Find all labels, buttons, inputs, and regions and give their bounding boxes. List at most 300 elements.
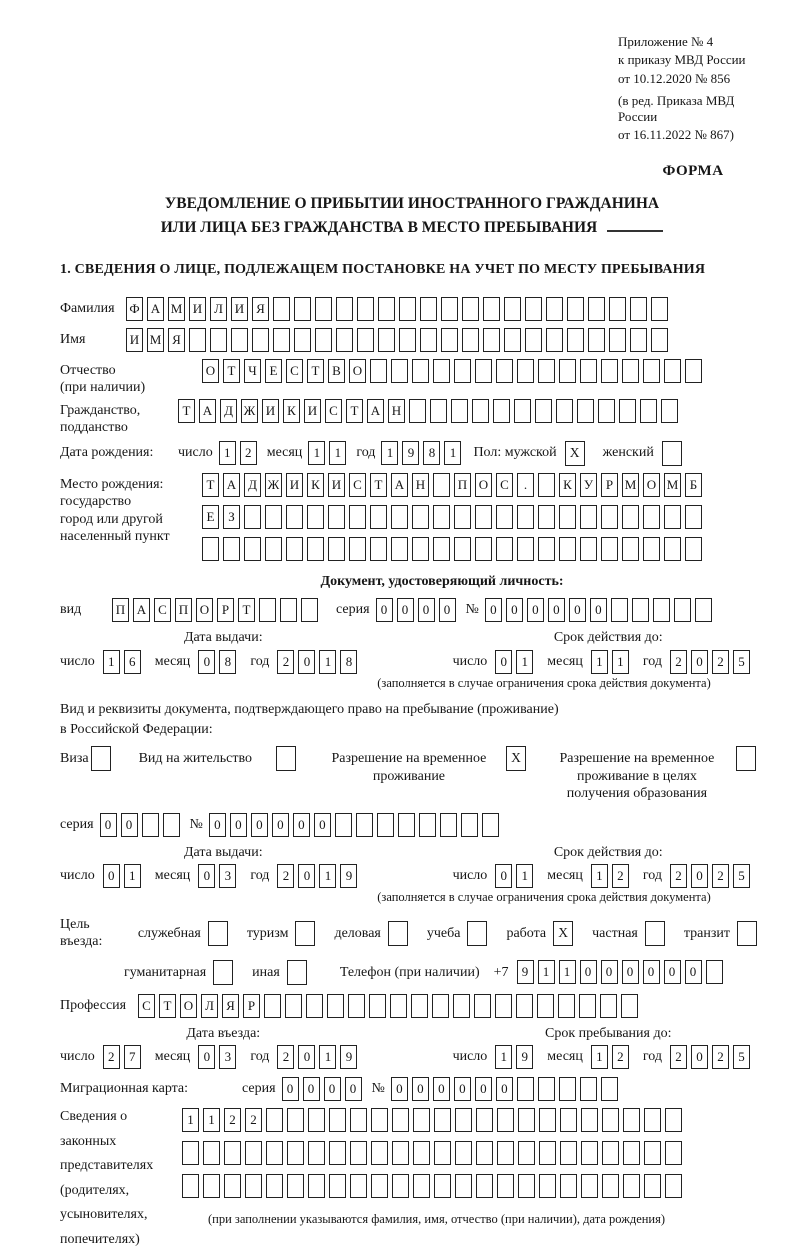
residence-permit-checkbox[interactable]: [276, 746, 296, 771]
form-cell[interactable]: [538, 537, 555, 561]
form-cell[interactable]: К: [307, 473, 324, 497]
form-cell[interactable]: [653, 598, 670, 622]
form-cell[interactable]: 1: [319, 864, 336, 888]
form-cell[interactable]: [643, 537, 660, 561]
form-cell[interactable]: [623, 1141, 640, 1165]
form-cell[interactable]: 0: [622, 960, 639, 984]
form-cell[interactable]: 6: [124, 650, 141, 674]
form-cell[interactable]: 0: [691, 1045, 708, 1069]
form-cell[interactable]: А: [223, 473, 240, 497]
form-cell[interactable]: [432, 994, 449, 1018]
form-cell[interactable]: [273, 328, 290, 352]
purpose-other-checkbox[interactable]: [287, 960, 307, 985]
form-cell[interactable]: [651, 297, 668, 321]
form-cell[interactable]: И: [126, 328, 143, 352]
form-cell[interactable]: [476, 1108, 493, 1132]
form-cell[interactable]: [266, 1174, 283, 1198]
form-cell[interactable]: [609, 297, 626, 321]
form-cell[interactable]: Т: [370, 473, 387, 497]
form-cell[interactable]: [496, 505, 513, 529]
form-cell[interactable]: [623, 1108, 640, 1132]
form-cell[interactable]: 0: [685, 960, 702, 984]
form-cell[interactable]: [411, 994, 428, 1018]
form-cell[interactable]: П: [454, 473, 471, 497]
form-cell[interactable]: [420, 328, 437, 352]
form-cell[interactable]: Е: [202, 505, 219, 529]
purpose-tourism-checkbox[interactable]: [295, 921, 315, 946]
form-cell[interactable]: [392, 1174, 409, 1198]
form-cell[interactable]: [560, 1108, 577, 1132]
form-cell[interactable]: [706, 960, 723, 984]
form-cell[interactable]: 2: [670, 650, 687, 674]
form-cell[interactable]: [518, 1141, 535, 1165]
form-cell[interactable]: [399, 328, 416, 352]
form-cell[interactable]: [451, 399, 468, 423]
form-cell[interactable]: [558, 994, 575, 1018]
form-cell[interactable]: [378, 328, 395, 352]
form-cell[interactable]: [328, 505, 345, 529]
form-cell[interactable]: [266, 1108, 283, 1132]
form-cell[interactable]: [391, 505, 408, 529]
form-cell[interactable]: [307, 505, 324, 529]
form-cell[interactable]: Т: [159, 994, 176, 1018]
form-cell[interactable]: А: [367, 399, 384, 423]
form-cell[interactable]: 7: [124, 1045, 141, 1069]
form-cell[interactable]: [504, 328, 521, 352]
temp-residence-education-checkbox[interactable]: [736, 746, 756, 771]
form-cell[interactable]: [517, 537, 534, 561]
form-cell[interactable]: [440, 813, 457, 837]
form-cell[interactable]: [413, 1108, 430, 1132]
purpose-business-checkbox[interactable]: [388, 921, 408, 946]
form-cell[interactable]: [462, 297, 479, 321]
form-cell[interactable]: Т: [223, 359, 240, 383]
form-cell[interactable]: [356, 813, 373, 837]
form-cell[interactable]: [329, 1108, 346, 1132]
gender-male-checkbox[interactable]: X: [565, 441, 585, 466]
form-cell[interactable]: [203, 1141, 220, 1165]
form-cell[interactable]: [273, 297, 290, 321]
form-cell[interactable]: [474, 994, 491, 1018]
form-cell[interactable]: [259, 598, 276, 622]
form-cell[interactable]: 1: [182, 1108, 199, 1132]
form-cell[interactable]: [622, 505, 639, 529]
form-cell[interactable]: [644, 1108, 661, 1132]
form-cell[interactable]: О: [196, 598, 213, 622]
form-cell[interactable]: Я: [222, 994, 239, 1018]
form-cell[interactable]: 1: [203, 1108, 220, 1132]
form-cell[interactable]: [695, 598, 712, 622]
form-cell[interactable]: [539, 1141, 556, 1165]
form-cell[interactable]: 0: [314, 813, 331, 837]
form-cell[interactable]: [602, 1141, 619, 1165]
form-cell[interactable]: [371, 1141, 388, 1165]
form-cell[interactable]: 1: [516, 650, 533, 674]
form-cell[interactable]: [244, 537, 261, 561]
form-cell[interactable]: [252, 328, 269, 352]
form-cell[interactable]: [600, 994, 617, 1018]
form-cell[interactable]: [622, 537, 639, 561]
form-cell[interactable]: [399, 297, 416, 321]
form-cell[interactable]: 0: [397, 598, 414, 622]
form-cell[interactable]: А: [391, 473, 408, 497]
form-cell[interactable]: 0: [454, 1077, 471, 1101]
form-cell[interactable]: [142, 813, 159, 837]
form-cell[interactable]: [308, 1141, 325, 1165]
form-cell[interactable]: 1: [495, 1045, 512, 1069]
form-cell[interactable]: [370, 359, 387, 383]
form-cell[interactable]: [495, 994, 512, 1018]
form-cell[interactable]: 1: [308, 441, 325, 465]
form-cell[interactable]: [538, 1077, 555, 1101]
form-cell[interactable]: [539, 1108, 556, 1132]
form-cell[interactable]: [619, 399, 636, 423]
form-cell[interactable]: И: [304, 399, 321, 423]
form-cell[interactable]: [602, 1108, 619, 1132]
form-cell[interactable]: [559, 537, 576, 561]
form-cell[interactable]: [685, 359, 702, 383]
form-cell[interactable]: Т: [178, 399, 195, 423]
form-cell[interactable]: 1: [444, 441, 461, 465]
form-cell[interactable]: [350, 1141, 367, 1165]
form-cell[interactable]: 0: [100, 813, 117, 837]
form-cell[interactable]: Н: [412, 473, 429, 497]
form-cell[interactable]: [203, 1174, 220, 1198]
form-cell[interactable]: [335, 813, 352, 837]
form-cell[interactable]: Е: [265, 359, 282, 383]
form-cell[interactable]: [454, 505, 471, 529]
form-cell[interactable]: 0: [496, 1077, 513, 1101]
form-cell[interactable]: 1: [124, 864, 141, 888]
form-cell[interactable]: 0: [664, 960, 681, 984]
form-cell[interactable]: [441, 328, 458, 352]
form-cell[interactable]: [245, 1174, 262, 1198]
form-cell[interactable]: [579, 994, 596, 1018]
form-cell[interactable]: С: [496, 473, 513, 497]
visa-checkbox[interactable]: [91, 746, 111, 771]
form-cell[interactable]: [455, 1174, 472, 1198]
form-cell[interactable]: [441, 297, 458, 321]
form-cell[interactable]: 0: [298, 1045, 315, 1069]
form-cell[interactable]: 2: [277, 864, 294, 888]
form-cell[interactable]: И: [262, 399, 279, 423]
form-cell[interactable]: П: [112, 598, 129, 622]
form-cell[interactable]: [350, 1174, 367, 1198]
form-cell[interactable]: 9: [517, 960, 534, 984]
form-cell[interactable]: 0: [324, 1077, 341, 1101]
form-cell[interactable]: С: [349, 473, 366, 497]
form-cell[interactable]: [434, 1174, 451, 1198]
form-cell[interactable]: 1: [591, 1045, 608, 1069]
form-cell[interactable]: О: [349, 359, 366, 383]
form-cell[interactable]: [601, 537, 618, 561]
form-cell[interactable]: [350, 1108, 367, 1132]
form-cell[interactable]: [371, 1108, 388, 1132]
form-cell[interactable]: [329, 1174, 346, 1198]
form-cell[interactable]: 2: [245, 1108, 262, 1132]
form-cell[interactable]: [357, 328, 374, 352]
form-cell[interactable]: [556, 399, 573, 423]
form-cell[interactable]: [581, 1108, 598, 1132]
form-cell[interactable]: [265, 537, 282, 561]
form-cell[interactable]: [391, 537, 408, 561]
form-cell[interactable]: [630, 297, 647, 321]
form-cell[interactable]: [476, 1174, 493, 1198]
form-cell[interactable]: [598, 399, 615, 423]
form-cell[interactable]: [546, 297, 563, 321]
form-cell[interactable]: [224, 1174, 241, 1198]
form-cell[interactable]: М: [168, 297, 185, 321]
form-cell[interactable]: [377, 813, 394, 837]
form-cell[interactable]: [475, 537, 492, 561]
form-cell[interactable]: [306, 994, 323, 1018]
form-cell[interactable]: [685, 537, 702, 561]
form-cell[interactable]: Ч: [244, 359, 261, 383]
form-cell[interactable]: [567, 328, 584, 352]
form-cell[interactable]: 0: [293, 813, 310, 837]
form-cell[interactable]: 5: [733, 864, 750, 888]
form-cell[interactable]: [301, 598, 318, 622]
form-cell[interactable]: [632, 598, 649, 622]
form-cell[interactable]: 0: [643, 960, 660, 984]
form-cell[interactable]: [287, 1174, 304, 1198]
form-cell[interactable]: 0: [412, 1077, 429, 1101]
form-cell[interactable]: [559, 505, 576, 529]
form-cell[interactable]: [189, 328, 206, 352]
form-cell[interactable]: 1: [329, 441, 346, 465]
purpose-study-checkbox[interactable]: [467, 921, 487, 946]
form-cell[interactable]: Н: [388, 399, 405, 423]
form-cell[interactable]: 0: [298, 864, 315, 888]
purpose-work-checkbox[interactable]: X: [553, 921, 573, 946]
form-cell[interactable]: [621, 994, 638, 1018]
form-cell[interactable]: Т: [307, 359, 324, 383]
form-cell[interactable]: И: [286, 473, 303, 497]
form-cell[interactable]: [538, 473, 555, 497]
form-cell[interactable]: 2: [670, 864, 687, 888]
form-cell[interactable]: 2: [277, 650, 294, 674]
form-cell[interactable]: [497, 1141, 514, 1165]
form-cell[interactable]: [202, 537, 219, 561]
form-cell[interactable]: 1: [559, 960, 576, 984]
form-cell[interactable]: [643, 505, 660, 529]
purpose-transit-checkbox[interactable]: [737, 921, 757, 946]
form-cell[interactable]: [419, 813, 436, 837]
form-cell[interactable]: [391, 359, 408, 383]
form-cell[interactable]: 0: [198, 1045, 215, 1069]
form-cell[interactable]: [433, 505, 450, 529]
form-cell[interactable]: [370, 537, 387, 561]
form-cell[interactable]: [535, 399, 552, 423]
form-cell[interactable]: С: [154, 598, 171, 622]
form-cell[interactable]: [420, 297, 437, 321]
form-cell[interactable]: [286, 505, 303, 529]
form-cell[interactable]: [327, 994, 344, 1018]
form-cell[interactable]: 1: [538, 960, 555, 984]
form-cell[interactable]: О: [643, 473, 660, 497]
form-cell[interactable]: [336, 297, 353, 321]
form-cell[interactable]: 2: [712, 650, 729, 674]
form-cell[interactable]: 5: [733, 1045, 750, 1069]
form-cell[interactable]: Т: [202, 473, 219, 497]
form-cell[interactable]: [430, 399, 447, 423]
form-cell[interactable]: [413, 1174, 430, 1198]
form-cell[interactable]: [308, 1108, 325, 1132]
form-cell[interactable]: 2: [612, 864, 629, 888]
form-cell[interactable]: 2: [277, 1045, 294, 1069]
form-cell[interactable]: 0: [282, 1077, 299, 1101]
form-cell[interactable]: [581, 1174, 598, 1198]
form-cell[interactable]: 0: [198, 650, 215, 674]
form-cell[interactable]: [349, 537, 366, 561]
form-cell[interactable]: [482, 813, 499, 837]
form-cell[interactable]: З: [223, 505, 240, 529]
form-cell[interactable]: [369, 994, 386, 1018]
form-cell[interactable]: И: [231, 297, 248, 321]
form-cell[interactable]: [349, 505, 366, 529]
form-cell[interactable]: [665, 1174, 682, 1198]
form-cell[interactable]: [518, 1108, 535, 1132]
form-cell[interactable]: [336, 328, 353, 352]
form-cell[interactable]: [264, 994, 281, 1018]
form-cell[interactable]: 0: [121, 813, 138, 837]
form-cell[interactable]: [433, 359, 450, 383]
form-cell[interactable]: [280, 598, 297, 622]
form-cell[interactable]: [588, 328, 605, 352]
form-cell[interactable]: 0: [345, 1077, 362, 1101]
form-cell[interactable]: [601, 359, 618, 383]
form-cell[interactable]: [286, 537, 303, 561]
form-cell[interactable]: [525, 297, 542, 321]
form-cell[interactable]: [623, 1174, 640, 1198]
form-cell[interactable]: [412, 537, 429, 561]
form-cell[interactable]: [518, 1174, 535, 1198]
form-cell[interactable]: [611, 598, 628, 622]
form-cell[interactable]: [588, 297, 605, 321]
form-cell[interactable]: 3: [219, 1045, 236, 1069]
form-cell[interactable]: [182, 1141, 199, 1165]
form-cell[interactable]: 0: [251, 813, 268, 837]
form-cell[interactable]: 0: [298, 650, 315, 674]
form-cell[interactable]: 1: [319, 650, 336, 674]
form-cell[interactable]: В: [328, 359, 345, 383]
form-cell[interactable]: 2: [240, 441, 257, 465]
form-cell[interactable]: [476, 1141, 493, 1165]
form-cell[interactable]: [609, 328, 626, 352]
form-cell[interactable]: 9: [402, 441, 419, 465]
form-cell[interactable]: [245, 1141, 262, 1165]
form-cell[interactable]: 0: [569, 598, 586, 622]
form-cell[interactable]: [328, 537, 345, 561]
form-cell[interactable]: [433, 537, 450, 561]
form-cell[interactable]: 0: [272, 813, 289, 837]
form-cell[interactable]: [664, 505, 681, 529]
form-cell[interactable]: [390, 994, 407, 1018]
form-cell[interactable]: Я: [252, 297, 269, 321]
form-cell[interactable]: 1: [381, 441, 398, 465]
form-cell[interactable]: [497, 1108, 514, 1132]
form-cell[interactable]: У: [580, 473, 597, 497]
form-cell[interactable]: [559, 1077, 576, 1101]
form-cell[interactable]: [433, 473, 450, 497]
form-cell[interactable]: 1: [591, 864, 608, 888]
form-cell[interactable]: Я: [168, 328, 185, 352]
form-cell[interactable]: И: [189, 297, 206, 321]
form-cell[interactable]: [560, 1174, 577, 1198]
form-cell[interactable]: [392, 1108, 409, 1132]
form-cell[interactable]: [685, 505, 702, 529]
form-cell[interactable]: [601, 505, 618, 529]
form-cell[interactable]: [640, 399, 657, 423]
form-cell[interactable]: [622, 359, 639, 383]
form-cell[interactable]: Ж: [265, 473, 282, 497]
form-cell[interactable]: [630, 328, 647, 352]
form-cell[interactable]: И: [328, 473, 345, 497]
form-cell[interactable]: [412, 505, 429, 529]
form-cell[interactable]: 8: [423, 441, 440, 465]
form-cell[interactable]: 0: [601, 960, 618, 984]
form-cell[interactable]: [454, 537, 471, 561]
form-cell[interactable]: 8: [340, 650, 357, 674]
form-cell[interactable]: [577, 399, 594, 423]
form-cell[interactable]: А: [147, 297, 164, 321]
form-cell[interactable]: 0: [198, 864, 215, 888]
form-cell[interactable]: [455, 1141, 472, 1165]
form-cell[interactable]: [483, 328, 500, 352]
form-cell[interactable]: 2: [670, 1045, 687, 1069]
form-cell[interactable]: 0: [103, 864, 120, 888]
form-cell[interactable]: 0: [303, 1077, 320, 1101]
form-cell[interactable]: [412, 359, 429, 383]
form-cell[interactable]: [357, 297, 374, 321]
form-cell[interactable]: 1: [591, 650, 608, 674]
form-cell[interactable]: [580, 359, 597, 383]
form-cell[interactable]: Ж: [241, 399, 258, 423]
form-cell[interactable]: [462, 328, 479, 352]
form-cell[interactable]: [483, 297, 500, 321]
form-cell[interactable]: [163, 813, 180, 837]
form-cell[interactable]: [643, 359, 660, 383]
form-cell[interactable]: [497, 1174, 514, 1198]
form-cell[interactable]: [210, 328, 227, 352]
form-cell[interactable]: [348, 994, 365, 1018]
form-cell[interactable]: [231, 328, 248, 352]
form-cell[interactable]: [560, 1141, 577, 1165]
form-cell[interactable]: [665, 1141, 682, 1165]
form-cell[interactable]: М: [147, 328, 164, 352]
form-cell[interactable]: [308, 1174, 325, 1198]
form-cell[interactable]: [517, 1077, 534, 1101]
form-cell[interactable]: 2: [224, 1108, 241, 1132]
form-cell[interactable]: Р: [601, 473, 618, 497]
form-cell[interactable]: [580, 505, 597, 529]
form-cell[interactable]: [307, 537, 324, 561]
form-cell[interactable]: 0: [691, 650, 708, 674]
form-cell[interactable]: [455, 1108, 472, 1132]
form-cell[interactable]: 0: [485, 598, 502, 622]
form-cell[interactable]: 0: [590, 598, 607, 622]
form-cell[interactable]: 2: [712, 1045, 729, 1069]
form-cell[interactable]: Р: [243, 994, 260, 1018]
form-cell[interactable]: Д: [244, 473, 261, 497]
form-cell[interactable]: 1: [103, 650, 120, 674]
form-cell[interactable]: Л: [210, 297, 227, 321]
form-cell[interactable]: С: [138, 994, 155, 1018]
form-cell[interactable]: Д: [220, 399, 237, 423]
form-cell[interactable]: [287, 1108, 304, 1132]
form-cell[interactable]: Р: [217, 598, 234, 622]
form-cell[interactable]: [398, 813, 415, 837]
